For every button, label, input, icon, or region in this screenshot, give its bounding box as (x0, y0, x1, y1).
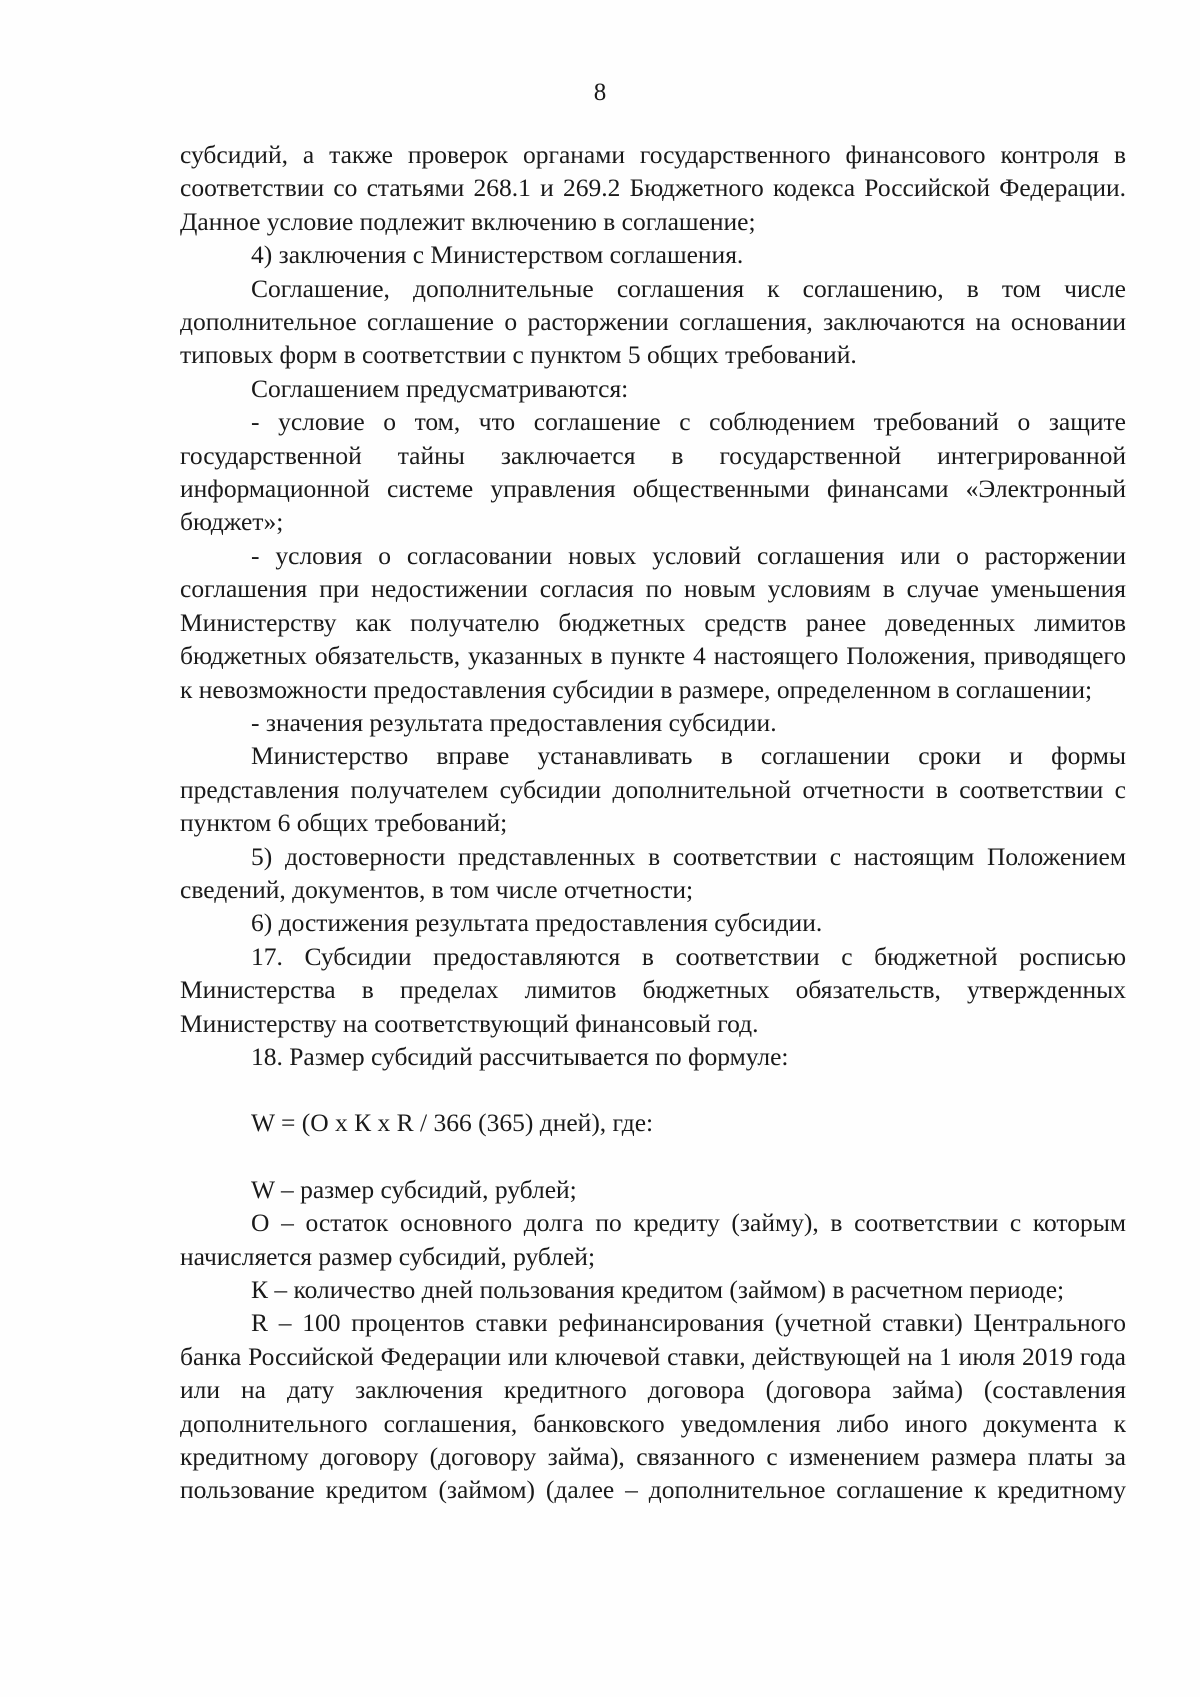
paragraph-agreement-provides: Соглашением предусматриваются: (251, 373, 629, 403)
paragraph-bullet-result-values: - значения результата предоставления субсидии. (251, 707, 777, 737)
paragraph-continuation: субсидий, а также проверок органами государственного финансового контроля в соответствии со статьями 268.1 и 269.2 Бюджетного кодекса Российской Федерации. Данное условие подлежит включению в соглашение; (180, 140, 1126, 236)
paragraph-item-5: 5) достоверности представленных в соответствии с настоящим Положением сведений, документов, в том числе отчетности; (180, 841, 1126, 904)
paragraph-reporting: Министерство вправе устанавливать в соглашении сроки и формы представления получателем субсидии дополнительной отчетности в соответствии с пунктом 6 общих требований; (180, 741, 1126, 838)
paragraph-clause-18: 18. Размер субсидий рассчитывается по формуле: (251, 1041, 789, 1071)
paragraph-bullet-state-secret: - условие о том, что соглашение с соблюдением требований о защите государственной тайны заключается в государственной интегрированной информационной системе управления общественными финансами «Электронный бюджет»; (180, 407, 1126, 537)
definition-r: R – 100 процентов ставки рефинансирования (учетной ставки) Центрального банка Российской Федерации или ключевой ставки, действующей на 1 июля 2019 года или на дату заключения кредитного договора (договора займа) (составления дополнительного соглашения, банковского уведомления либо иного документа к кредитному договору (договору займа), связанного с изменением размера платы за пользование кредитом (займом) (далее – дополнительное соглашение к кредитному (180, 1308, 1126, 1505)
paragraph-item-6: 6) достижения результата предоставления субсидии. (251, 908, 823, 938)
paragraph-bullet-new-conditions: - условия о согласовании новых условий соглашения или о расторжении соглашения при недостижении согласия по новым условиям в случае уменьшения Министерству как получателю бюджетных средств ранее доведенных лимитов бюджетных обязательств, указанных в пункте 4 настоящего Положения, приводящего к невозможности предоставления субсидии в размере, определенном в соглашении; (180, 540, 1126, 704)
definition-o: О – остаток основного долга по кредиту (займу), в соответствии с которым начисляется размер субсидий, рублей; (180, 1208, 1126, 1271)
definition-k: К – количество дней пользования кредитом (займом) в расчетном периоде; (251, 1275, 1065, 1304)
paragraph-agreement-forms: Соглашение, дополнительные соглашения к соглашению, в том числе дополнительное соглашение о расторжении соглашения, заключаются на основании типовых форм в соответствии с пунктом 5 общих требований. (180, 273, 1126, 370)
paragraph-item-4: 4) заключения с Министерством соглашения. (251, 240, 744, 270)
paragraph-clause-17: 17. Субсидии предоставляются в соответствии с бюджетной росписью Министерства в пределах лимитов бюджетных обязательств, утвержденных Министерству на соответствующий финансовый год. (180, 941, 1126, 1038)
definition-w: W – размер субсидий, рублей; (251, 1174, 577, 1204)
page-number: 8 (593, 79, 607, 106)
document-body (180, 138, 1126, 1507)
subsidy-formula: W = (О х К х R / 366 (365) дней), где: (251, 1108, 654, 1138)
